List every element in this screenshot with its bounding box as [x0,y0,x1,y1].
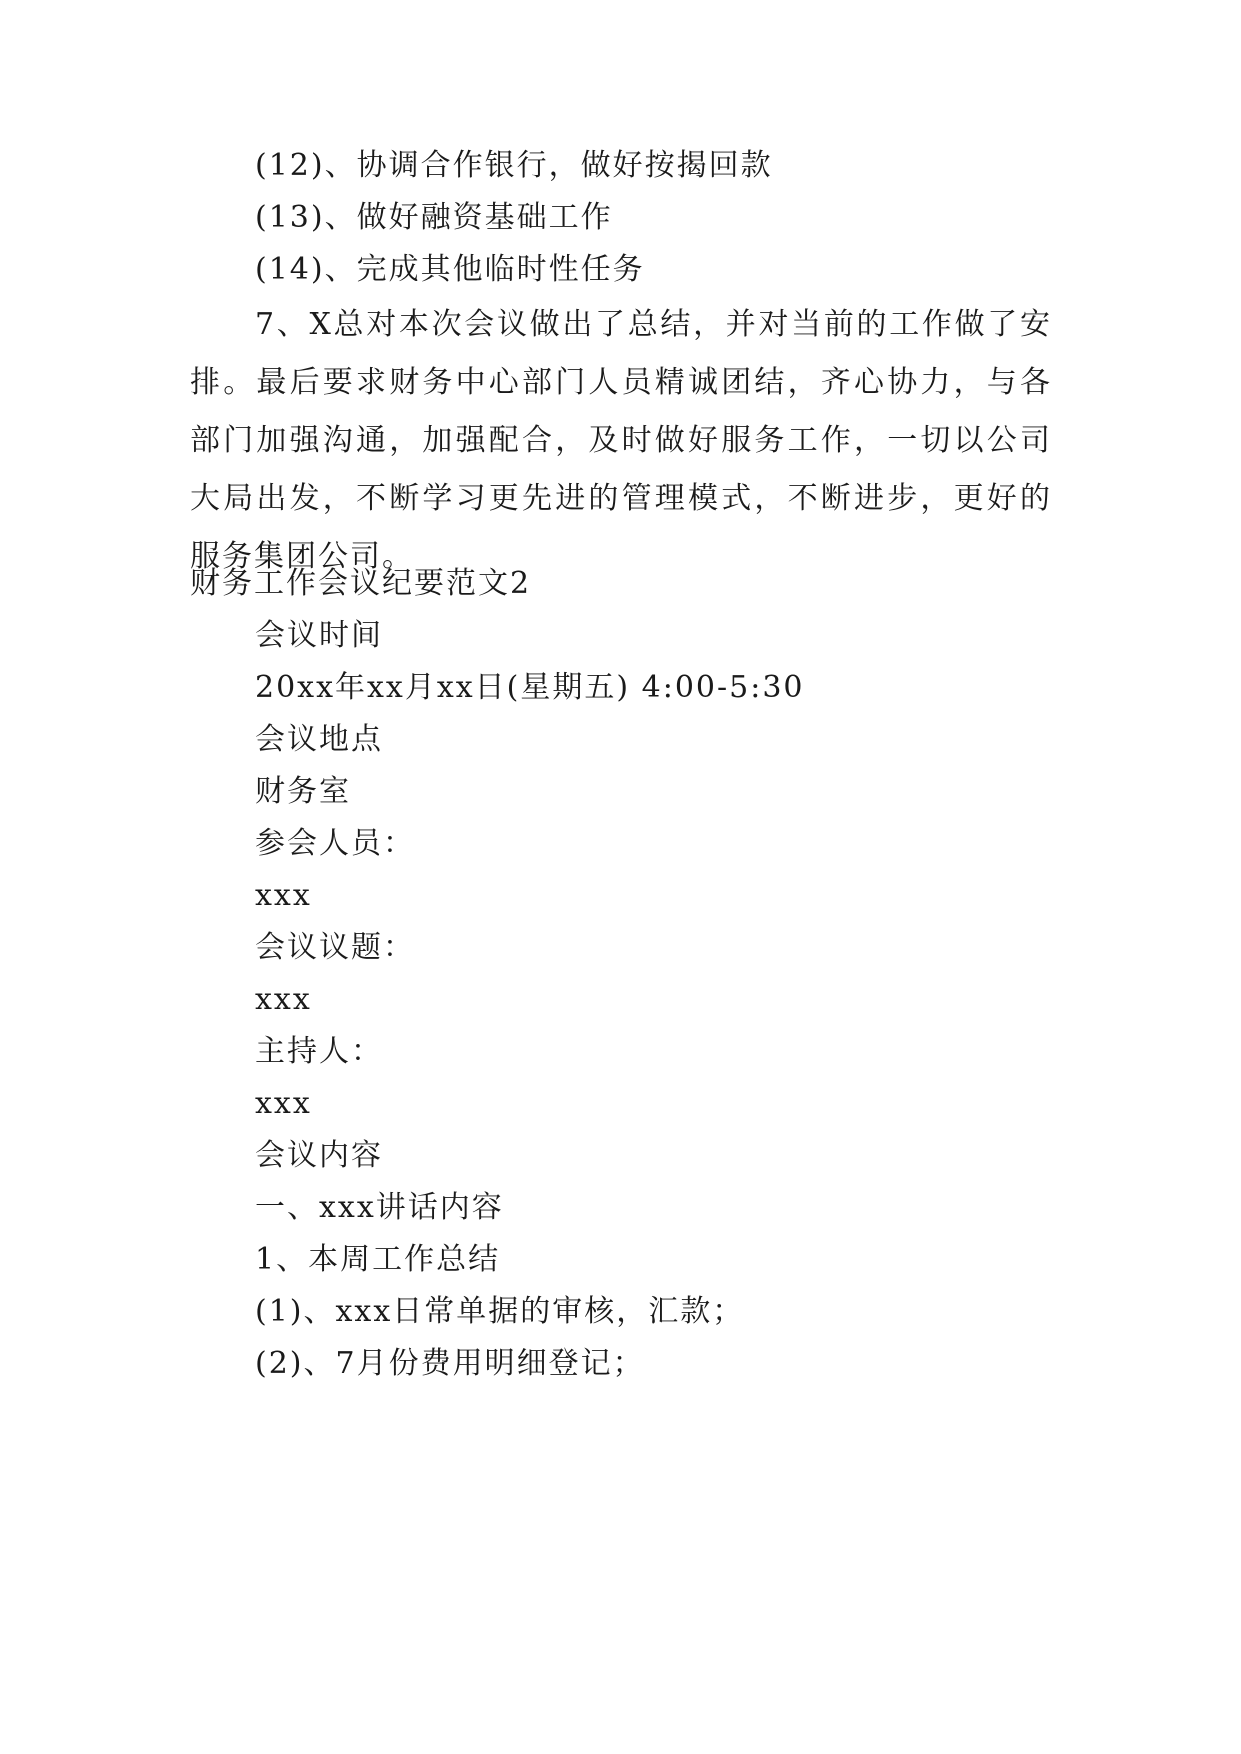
list-item: (1)、xxx日常单据的审核，汇款； [255,1294,745,1329]
meeting-time-label: 会议时间 [255,618,383,653]
section-heading: 财务工作会议纪要范文2 [190,566,532,601]
content-label: 会议内容 [255,1138,383,1173]
meeting-place-value: 财务室 [255,774,351,809]
list-item: (13)、做好融资基础工作 [255,200,613,235]
weekly-summary-heading: 1、本周工作总结 [255,1242,501,1277]
meeting-time-value: 20xx年xx月xx日(星期五) 4:00-5:30 [255,670,805,705]
list-item: (12)、协调合作银行，做好按揭回款 [255,148,773,183]
topic-value: xxx [255,982,312,1017]
topic-label: 会议议题： [255,930,415,965]
host-label: 主持人： [255,1034,383,1069]
meeting-place-label: 会议地点 [255,722,383,757]
attendees-label: 参会人员： [255,826,415,861]
summary-paragraph: 7、X总对本次会议做出了总结，并对当前的工作做了安排。最后要求财务中心部门人员精诚团结，齐心协力，与各部门加强沟通，加强配合，及时做好服务工作，一切以公司大局出发，不断学习更先进的管理模式，不断进步，更好的服务集团公司。 [190,307,1052,574]
list-item: (14)、完成其他临时性任务 [255,252,645,287]
list-item: (2)、7月份费用明细登记； [255,1346,645,1381]
attendees-value: xxx [255,878,312,913]
speech-heading: 一、xxx讲话内容 [255,1190,504,1225]
host-value: xxx [255,1086,312,1121]
